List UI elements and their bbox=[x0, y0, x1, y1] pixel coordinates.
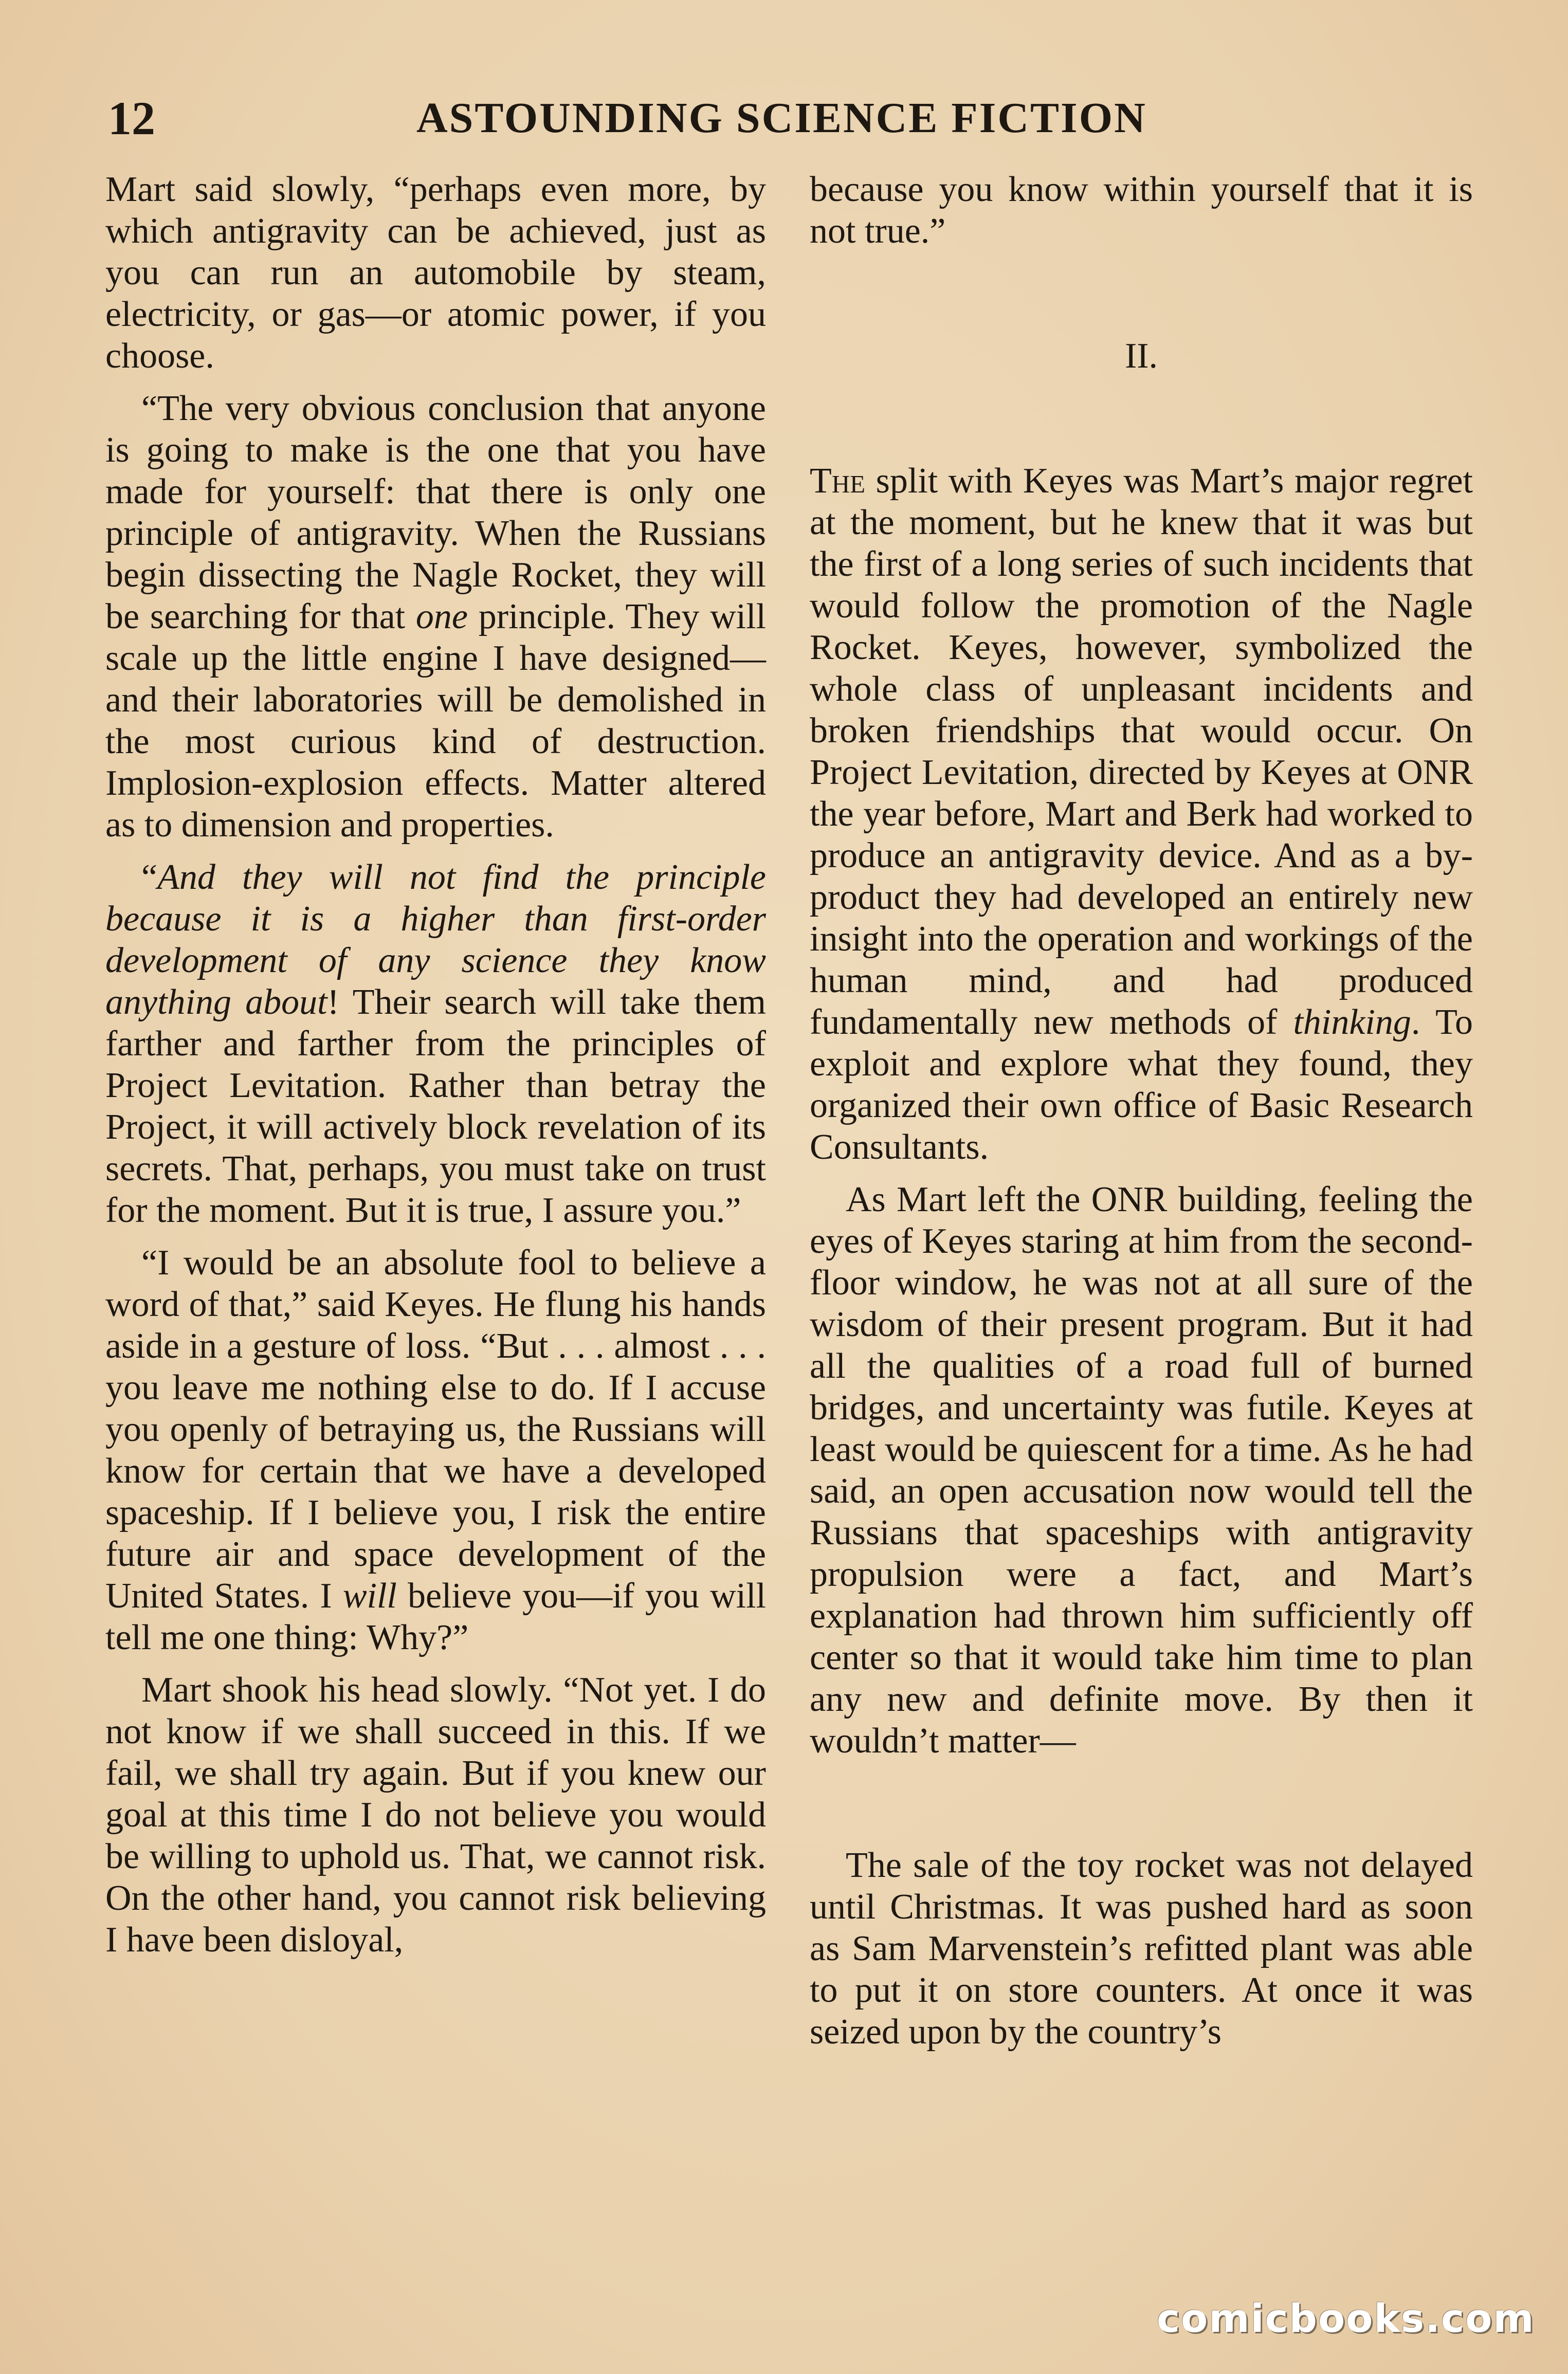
paragraph: “And they will not find the principle because it is a higher than first-order development of any science they know anything about! Their search will take them farther and farther from the principles of Project Levitation. Rather than betray the Project, it will actively block revelation of its secrets. That, perhaps, you must take on trust for the moment. But it is true, I assure you.” bbox=[105, 857, 767, 1230]
paragraph: The sale of the toy rocket was not delayed until Christmas. It was pushed hard as soon as Sam Marvenstein’s refitted plant was able to put it on store counters. At once it was seized upon by the country’s bbox=[810, 1846, 1473, 2052]
right-column bbox=[810, 169, 1473, 2063]
paragraph: Mart said slowly, “perhaps even more, by which antigravity can be achieved, just as you can run an automobile by steam, electricity, or gas—or atomic power, if you choose. bbox=[105, 170, 766, 376]
page-header bbox=[108, 87, 1167, 149]
page-number: 12 bbox=[108, 92, 155, 144]
paragraph: The split with Keyes was Mart’s major regret at the moment, but he knew that it was but the first of a long series of such incidents that would follow the promotion of the Nagle Rocket. Keyes, however, symbolized the whole class of unpleasant incidents and broken friendships that would occur. On Project Levitation, directed by Keyes at ONR the year before, Mart and Berk had worked to produce an antigravity device. And as a by-product they had developed an entirely new insight into the operation and workings of the human mind, and had produced fundamentally new methods of thinking. To exploit and explore what they found, they organized their own office of Basic Research Consultants. bbox=[810, 461, 1473, 1167]
paragraph: “The very obvious conclusion that anyone is going to make is the one that you have made for yourself: that there is only one principle of antigravity. When the Russians begin dissecting the Nagle Rocket, they will be searching for that one principle. They will scale up the little engine I have designed—and their laboratories will be demolished in the most curious kind of destruction. Implosion-explosion effects. Matter altered as to dimension and properties. bbox=[105, 389, 766, 845]
left-column bbox=[105, 169, 766, 1971]
paragraph: “I would be an absolute fool to believe a word of that,” said Keyes. He flung his hands aside in a gesture of loss. “But . . . almost . . . you leave me nothing else to do. If I accuse you openly of betraying us, the Russians will know for certain that we have a developed spaceship. If I believe you, I risk the entire future air and space development of the United States. I will believe you—if you will tell me one thing: Why?” bbox=[105, 1243, 766, 1657]
paragraph: because you know within yourself that it is not true.” bbox=[810, 170, 1473, 251]
running-title: ASTOUNDING SCIENCE FICTION bbox=[416, 94, 1147, 142]
paragraph: Mart shook his head slowly. “Not yet. I do not know if we shall succeed in this. If we fail, we shall try again. But if you knew our goal at this time I do not believe you would be willing to uphold us. That, we cannot risk. On the other hand, you cannot risk believing I have been disloyal, bbox=[105, 1670, 766, 1960]
section-break bbox=[810, 1773, 1473, 1845]
section-heading: II. bbox=[1124, 336, 1158, 376]
watermark: comicbooks.com bbox=[1157, 2295, 1535, 2341]
paragraph: As Mart left the ONR building, feeling the eyes of Keyes staring at him from the second-floor window, he was not at all sure of the wisdom of their present program. But it had all the qualities of a road full of burned bridges, and uncertainty was futile. Keyes at least would be quiescent for a time. As he had said, an open accusation now would tell the Russians that spaceships with antigravity propulsion were a fact, and Mart’s explanation had thrown him sufficiently off center so that it would take him time to plan any new and definite move. By then it wouldn’t matter— bbox=[810, 1180, 1473, 1761]
